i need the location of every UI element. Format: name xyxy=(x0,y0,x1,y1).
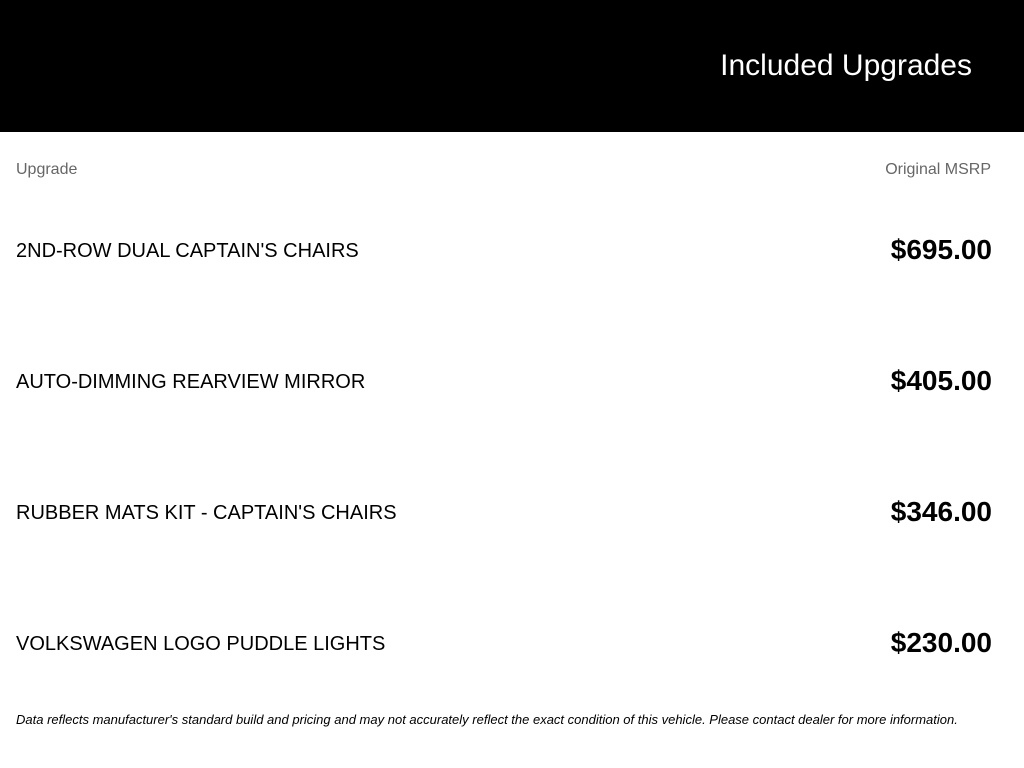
header-bar xyxy=(0,0,1024,132)
upgrade-name: RUBBER MATS KIT - CAPTAIN'S CHAIRS xyxy=(16,502,397,524)
upgrade-price: $695.00 xyxy=(890,234,992,265)
upgrade-price: $405.00 xyxy=(890,365,992,396)
upgrade-row xyxy=(16,623,992,663)
page-title: Included Upgrades xyxy=(720,49,972,82)
disclaimer-text: Data reflects manufacturer's standard build and pricing and may not accurately reflect the exact condition of this vehicle. Please contact dealer for more information. xyxy=(16,712,958,727)
upgrade-name: AUTO-DIMMING REARVIEW MIRROR xyxy=(16,371,366,393)
upgrade-price: $230.00 xyxy=(890,627,992,658)
upgrade-price: $346.00 xyxy=(890,496,992,527)
column-header-msrp: Original MSRP xyxy=(885,161,991,178)
column-header-upgrade: Upgrade xyxy=(16,161,78,178)
upgrade-row xyxy=(16,492,992,532)
upgrade-name: VOLKSWAGEN LOGO PUDDLE LIGHTS xyxy=(16,633,386,655)
upgrade-row xyxy=(16,361,992,401)
upgrade-row xyxy=(16,230,992,270)
upgrade-name: 2ND-ROW DUAL CAPTAIN'S CHAIRS xyxy=(16,240,359,262)
